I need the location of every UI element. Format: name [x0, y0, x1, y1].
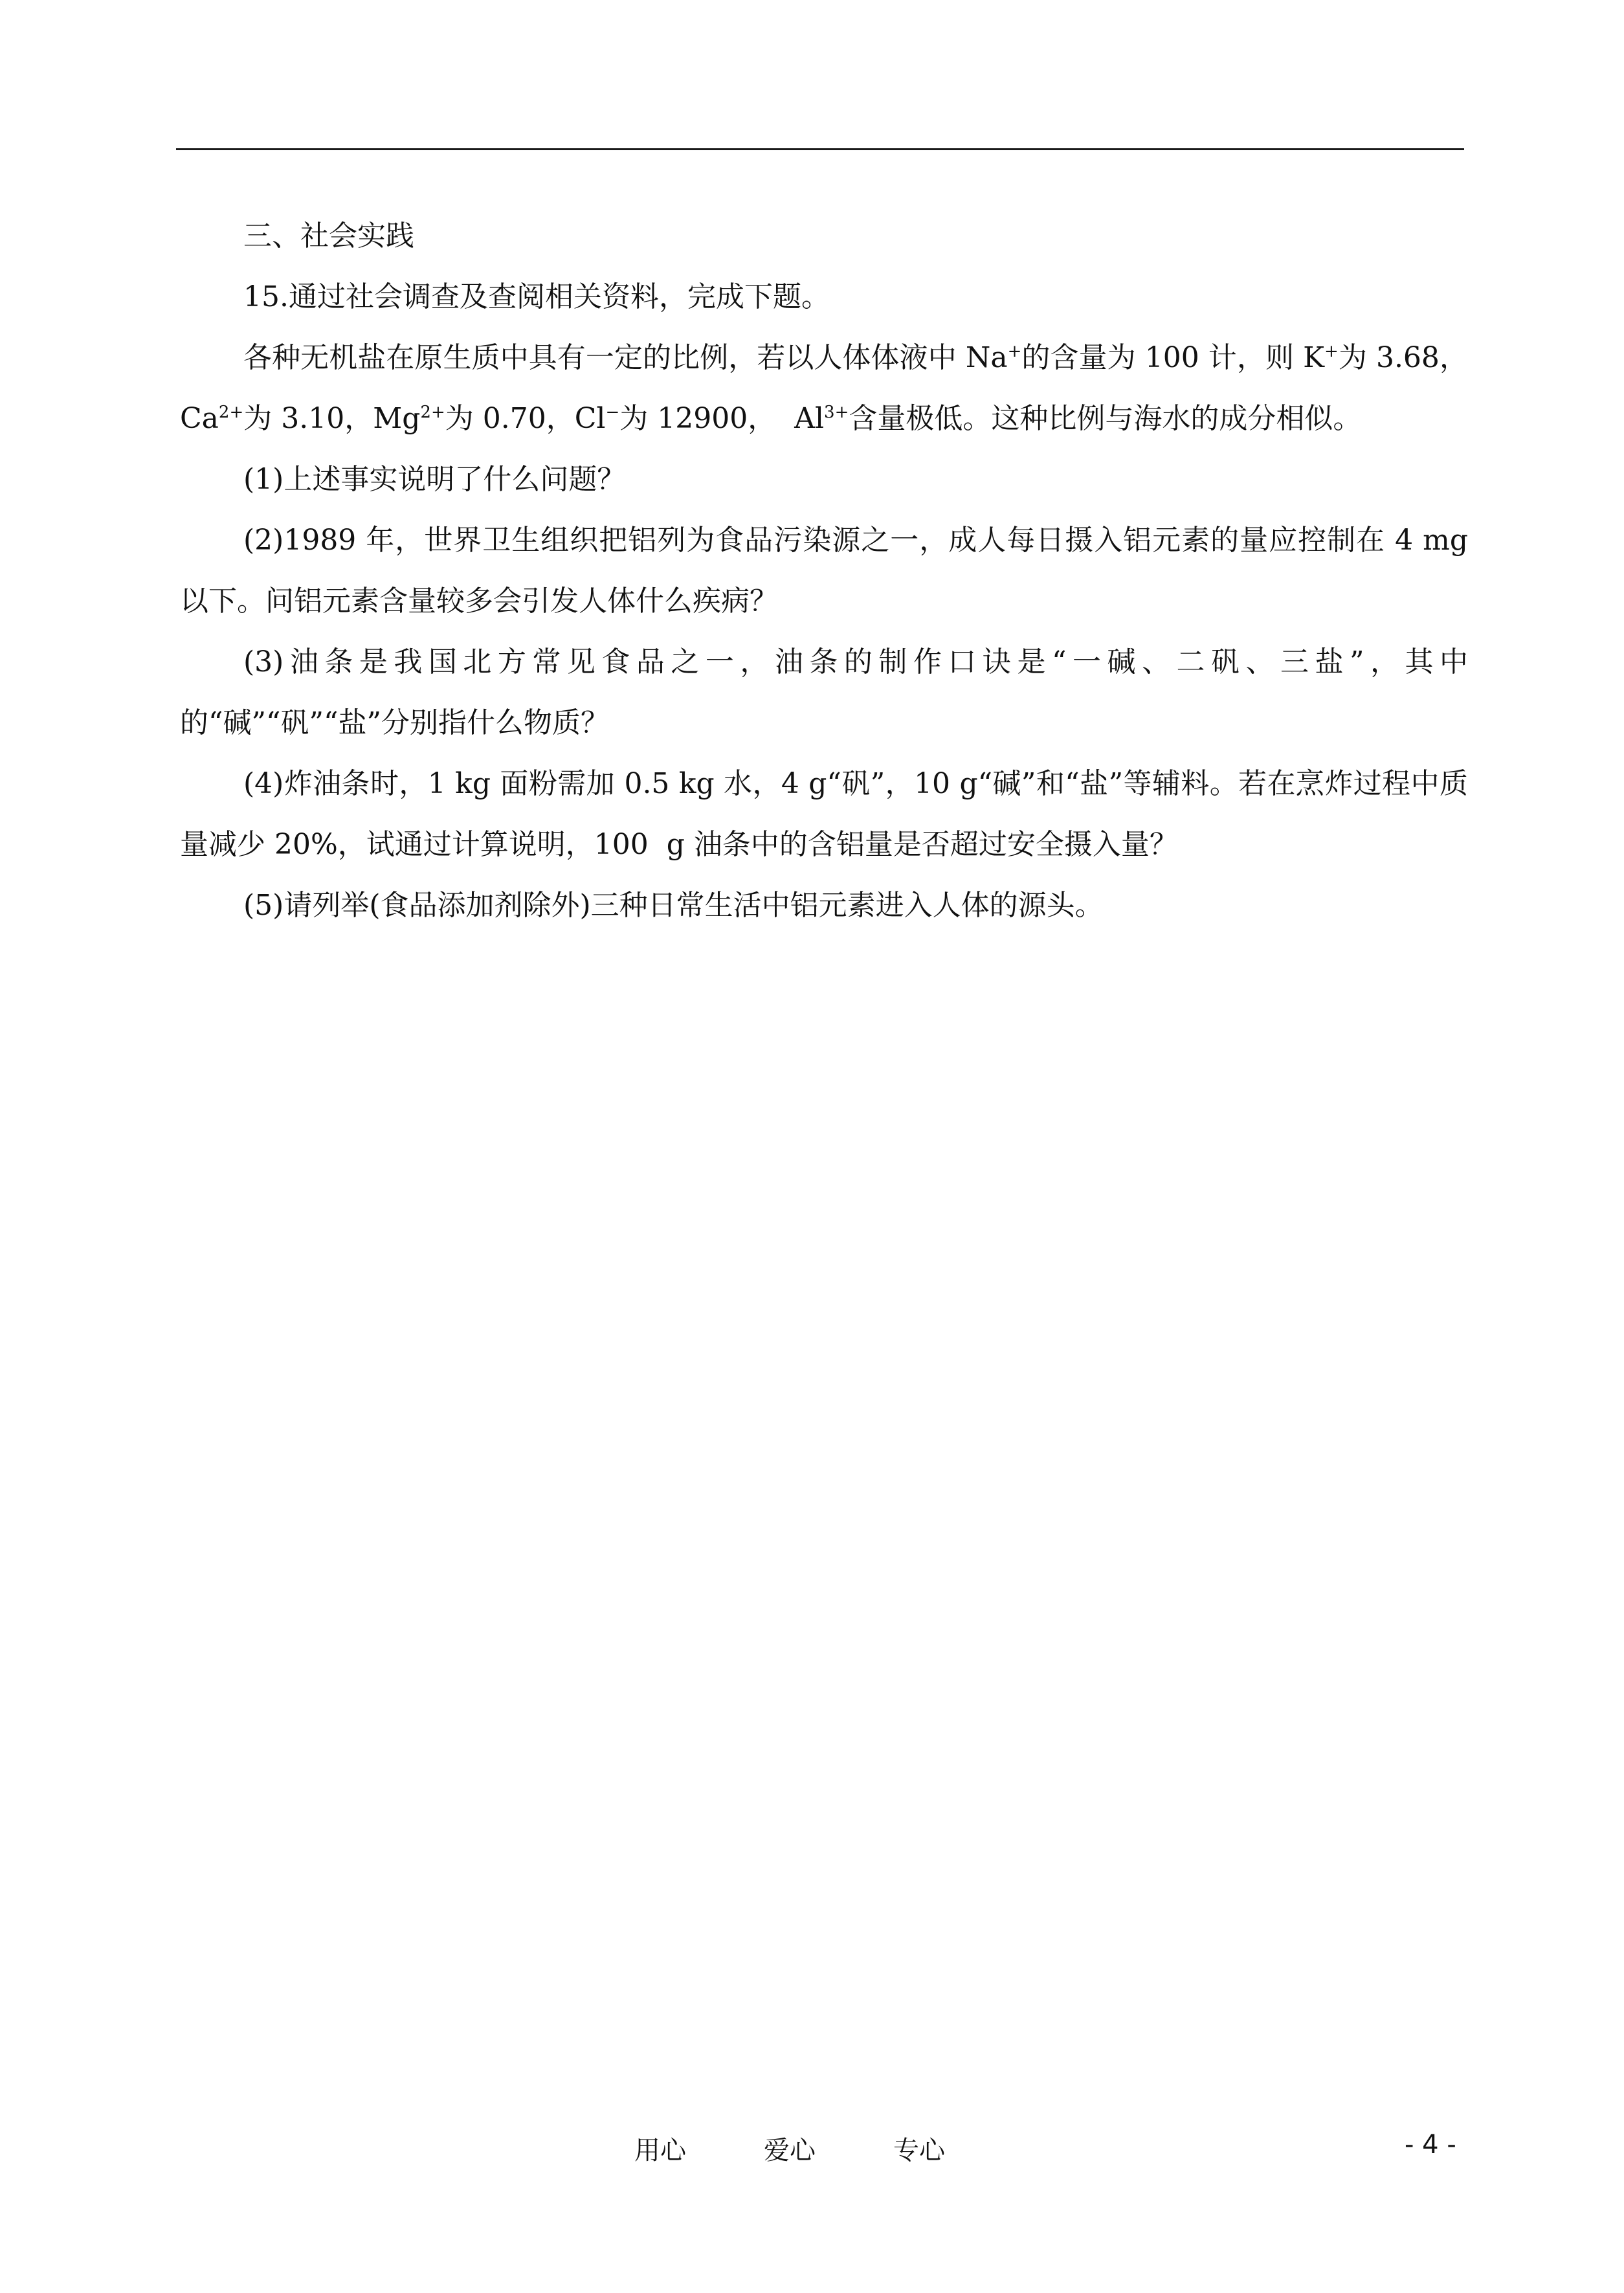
- chloride-charge: −: [605, 403, 620, 422]
- section-title: 三、社会实践: [243, 219, 414, 252]
- footer-motto-3: 专心: [893, 2136, 945, 2165]
- magnesium-charge: 2+: [420, 403, 445, 422]
- sub-question-4: (4)炸油条时，1 kg 面粉需加 0.5 kg 水，4 g“矾”，10 g“碱”和“盐”等辅料。若在烹炸过程中质量减少 20%，试通过计算说明，100 g 油条中的含铝量是否超过安全摄入量？: [180, 767, 1468, 861]
- question-context: 各种无机盐在原生质中具有一定的比例，若以人体体液中 Na+的含量为 100 计，则 K+为 3.68，$Ca^{2+}$为 3.10，$Mg^{2+}$为 0.70，Cl−为 12900， $Al^{3+}$含量极低。这种比例与海水的成分相似。: [180, 341, 1468, 435]
- sub-question-5: (5)请列举(食品添加剂除外)三种日常生活中铝元素进入人体的源头。: [243, 889, 1104, 922]
- calcium-charge: 2+: [218, 403, 244, 422]
- footer-motto-2: 爱心: [764, 2136, 816, 2165]
- header-rule: [176, 148, 1464, 150]
- sub-question-1: (1)上述事实说明了什么问题？: [243, 463, 626, 496]
- potassium-charge: +: [1324, 342, 1339, 361]
- sub-question-3: (3)油条是我国北方常见食品之一，油条的制作口诀是“一碱、二矾、三盐”，其中的“碱”“矾”“盐”分别指什么物质？: [180, 645, 1468, 739]
- sub-question-2: (2)1989 年，世界卫生组织把铝列为食品污染源之一，成人每日摄入铝元素的量应控制在 4 mg 以下。问铝元素含量较多会引发人体什么疾病？: [180, 524, 1477, 618]
- worksheet-content: [180, 206, 1477, 936]
- sodium-charge: +: [1007, 342, 1022, 361]
- aluminium-charge: 3+: [824, 403, 849, 422]
- footer-motto-1: 用心: [634, 2136, 686, 2165]
- page-number: - 4 -: [1405, 2130, 1456, 2160]
- question-stem: 15.通过社会调查及查阅相关资料，完成下题。: [243, 280, 830, 313]
- page-footer: [0, 2130, 1624, 2169]
